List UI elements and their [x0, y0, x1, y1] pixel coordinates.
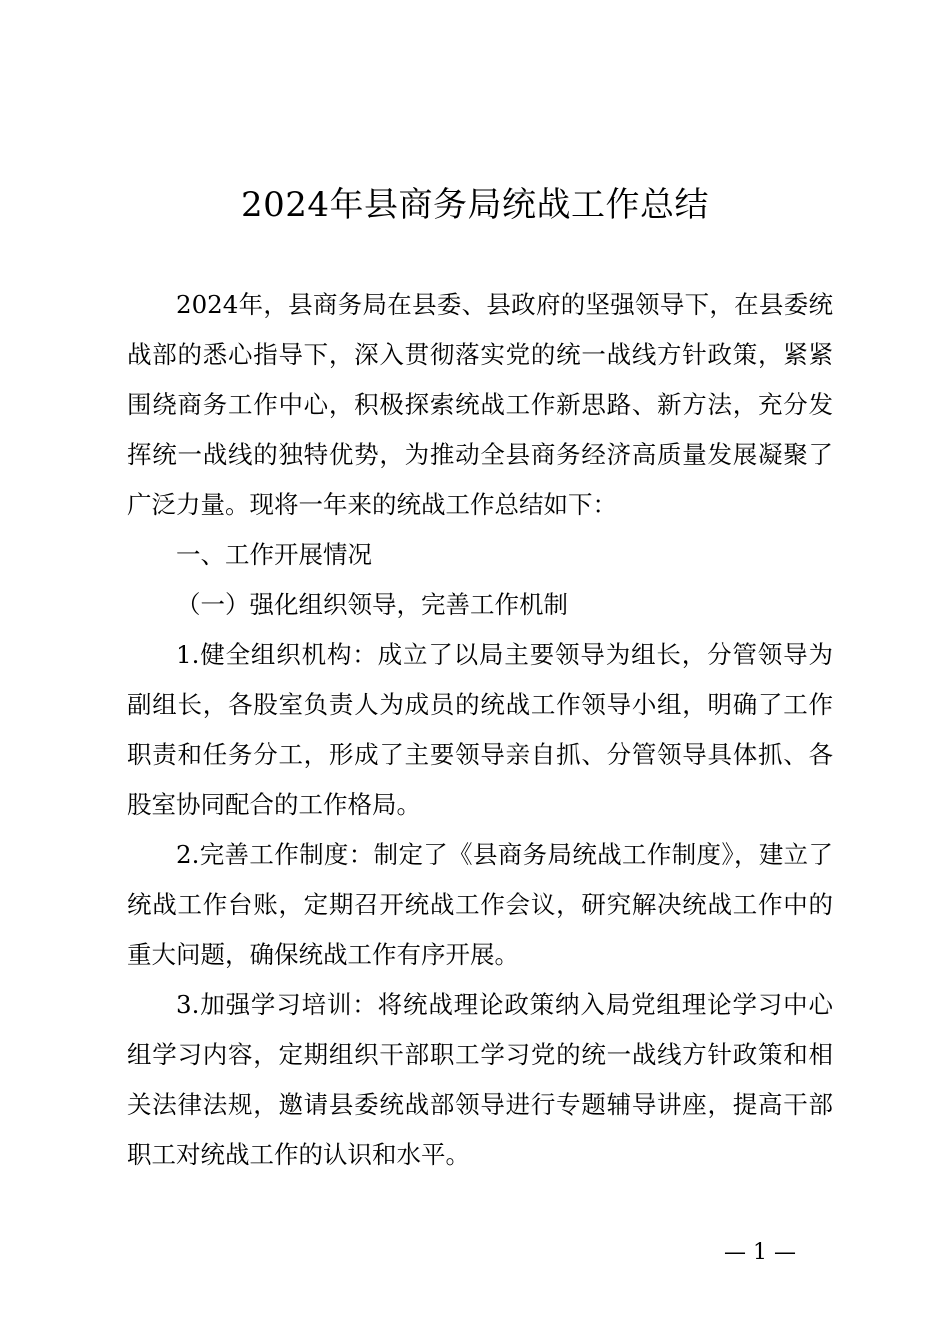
page-number: — 1 — — [724, 1240, 796, 1265]
item-paragraph-2: 2.完善工作制度：制定了《县商务局统战工作制度》，建立了统战工作台账，定期召开统战工作会议，研究解决统战工作中的重大问题，确保统战工作有序开展。 — [127, 840, 833, 969]
item-paragraph-3: 3.加强学习培训：将统战理论政策纳入局党组理论学习中心组学习内容，定期组织干部职工学习党的统一战线方针政策和相关法律法规，邀请县委统战部领导进行专题辅导讲座，提高干部职工对统战工作的认识和水平。 — [127, 990, 833, 1169]
item-paragraph-1: 1.健全组织机构：成立了以局主要领导为组长，分管领导为副组长，各股室负责人为成员的统战工作领导小组，明确了工作职责和任务分工，形成了主要领导亲自抓、分管领导具体抓、各股室协同配合的工作格局。 — [127, 640, 833, 819]
subsection-heading: （一）强化组织领导，完善工作机制 — [176, 590, 568, 619]
document-title: 2024年县商务局统战工作总结 — [240, 185, 710, 225]
document-body — [127, 280, 833, 1180]
intro-paragraph: 2024年，县商务局在县委、县政府的坚强领导下，在县委统战部的悉心指导下，深入贯彻落实党的统一战线方针政策，紧紧围绕商务工作中心，积极探索统战工作新思路、新方法，充分发挥统一战线的独特优势，为推动全县商务经济高质量发展凝聚了广泛力量。现将一年来的统战工作总结如下： — [127, 290, 833, 519]
section-heading: 一、工作开展情况 — [176, 540, 372, 569]
